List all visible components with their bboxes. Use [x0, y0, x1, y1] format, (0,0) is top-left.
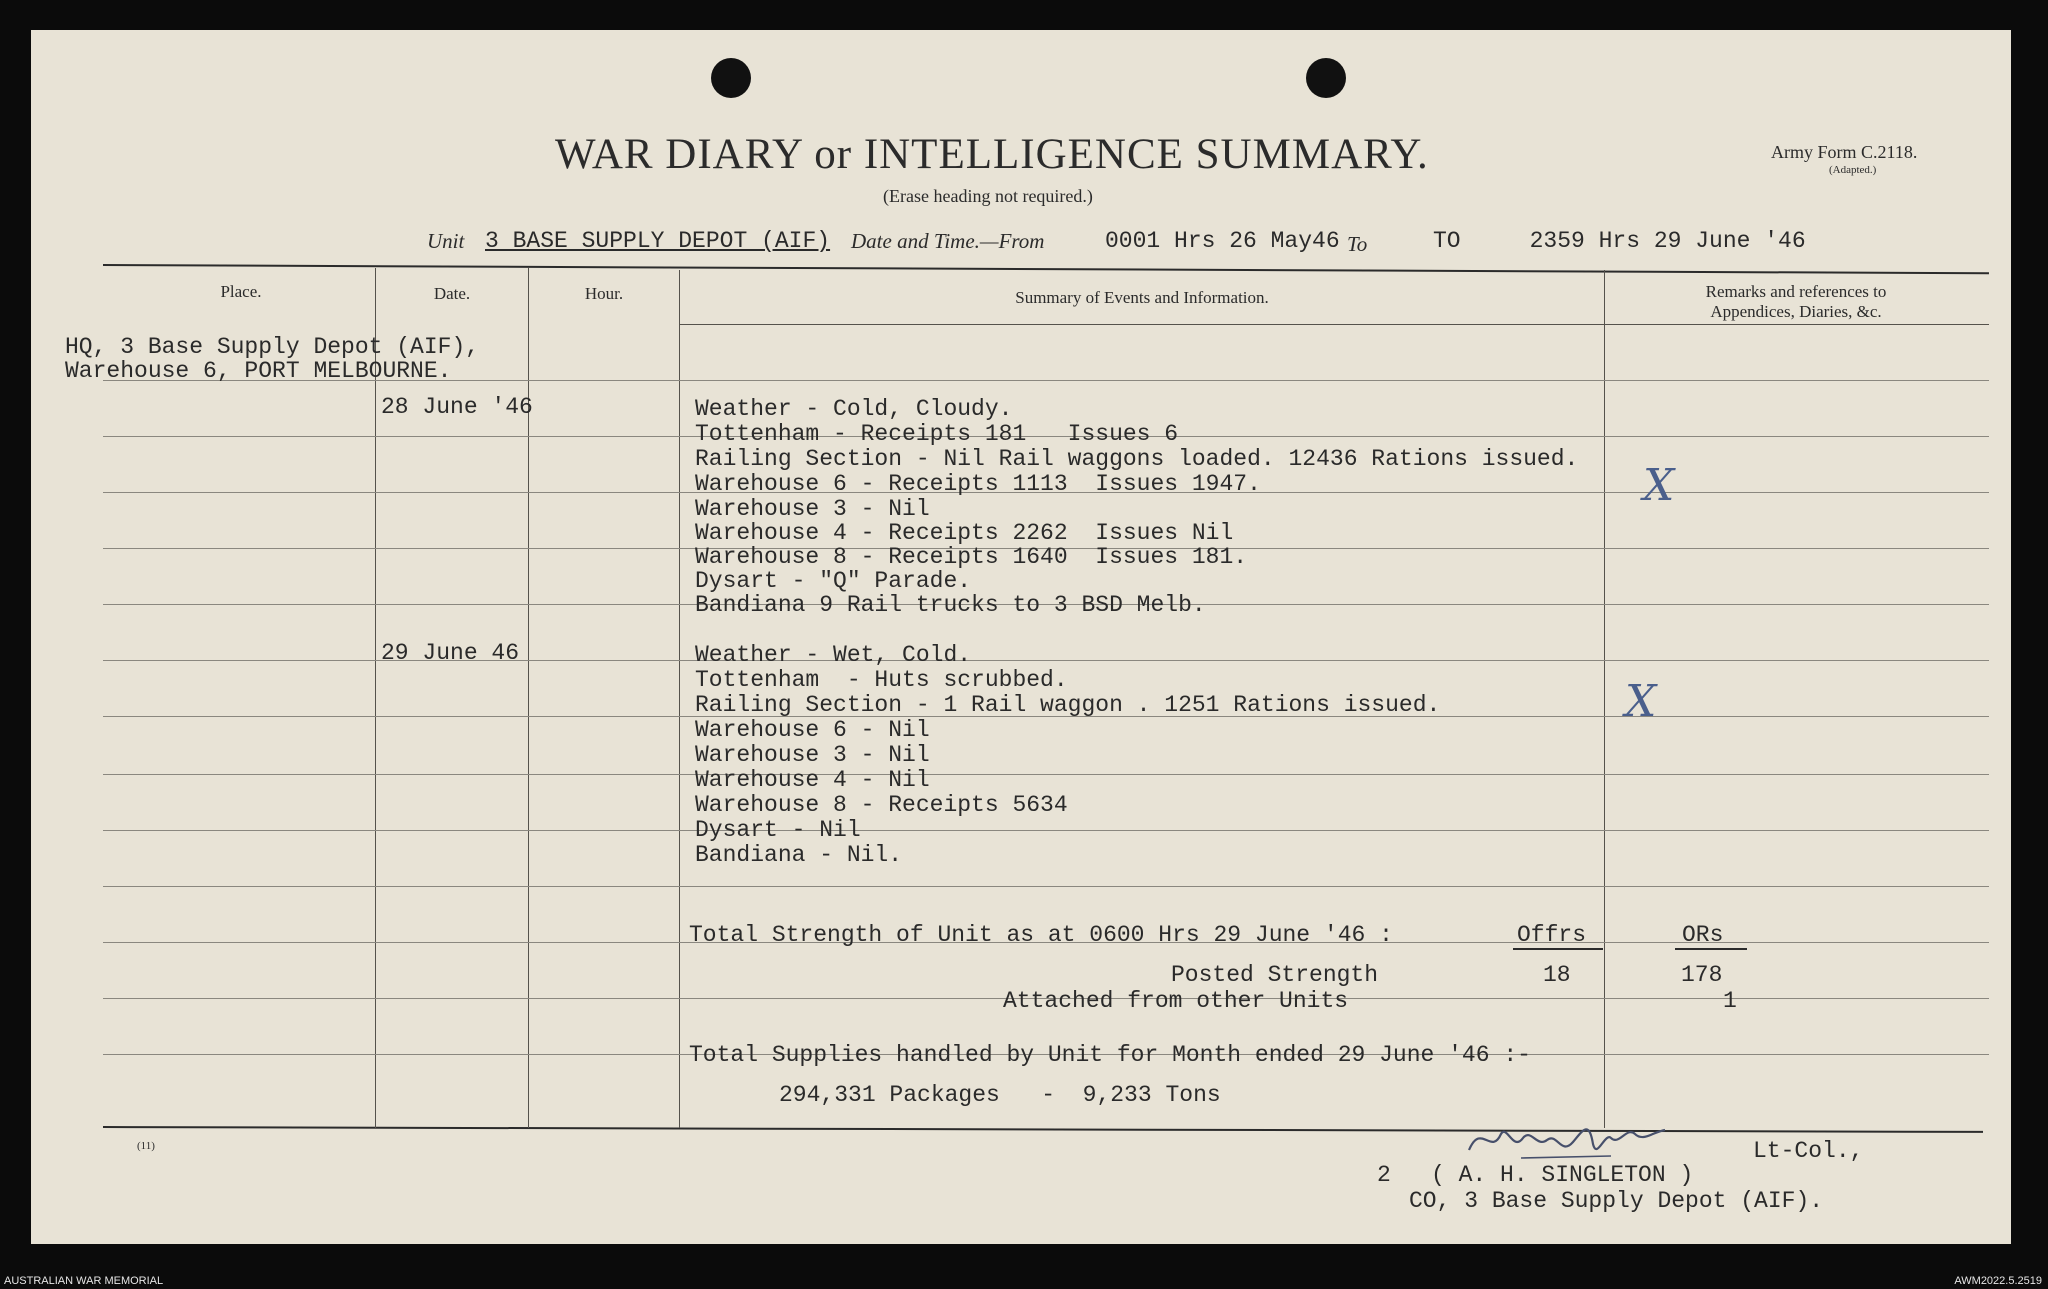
entry-line: Tottenham - Huts scrubbed.: [695, 667, 1068, 693]
table-bottom-rule: [103, 1126, 1983, 1133]
col-head-summary: Summary of Events and Information.: [1015, 288, 1269, 307]
army-form-label: Army Form C.2118.: [1771, 142, 1918, 162]
entry-date: 28 June '46: [381, 394, 533, 420]
unit-label: Unit: [427, 229, 465, 253]
punch-hole-right: [1306, 58, 1346, 98]
posted-ors: 178: [1681, 962, 1723, 988]
unit-value: 3 BASE SUPPLY DEPOT (AIF): [485, 228, 831, 254]
entry-line: Warehouse 6 - Receipts 1113 Issues 1947.: [695, 471, 1261, 497]
col-line-place-date: [375, 268, 376, 1128]
col-head-remarks-2: Appendices, Diaries, &c.: [1710, 302, 1882, 321]
diary-sheet: [31, 30, 2011, 1244]
col-head-remarks-1: Remarks and references to: [1705, 282, 1887, 301]
col-head-place: Place.: [220, 282, 262, 301]
col-head-hour: Hour.: [584, 284, 624, 303]
from-value: 0001 Hrs 26 May46: [1105, 228, 1340, 254]
erase-note: (Erase heading not required.): [883, 186, 1093, 206]
place-line-2: Warehouse 6, PORT MELBOURNE.: [65, 358, 452, 384]
posted-offrs: 18: [1543, 962, 1571, 988]
posted-strength-label: Posted Strength: [1171, 962, 1379, 988]
entry-line: Weather - Wet, Cold.: [695, 642, 972, 668]
ruled-line: [103, 886, 1989, 887]
date-time-label: Date and Time.—From: [851, 229, 1045, 253]
offrs-underline: [1513, 948, 1603, 950]
archive-footer-right: AWM2022.5.2519: [1954, 1275, 2042, 1287]
entry-line: Dysart - Nil: [695, 817, 861, 843]
entry-line: Bandiana - Nil.: [695, 842, 903, 868]
punch-hole-left: [711, 58, 751, 98]
entry-line: Warehouse 6 - Nil: [695, 717, 930, 743]
archive-footer-left: AUSTRALIAN WAR MEMORIAL: [4, 1275, 164, 1287]
entry-line: Weather - Cold, Cloudy.: [695, 396, 1013, 422]
supplies-heading: Total Supplies handled by Unit for Month ended 29 June '46 :-: [689, 1042, 1531, 1068]
entry-line: Dysart - "Q" Parade.: [695, 568, 972, 594]
place-line-1: HQ, 3 Base Supply Depot (AIF),: [65, 334, 480, 360]
offrs-label: Offrs: [1517, 922, 1587, 948]
to-value: TO 2359 Hrs 29 June '46: [1433, 228, 1806, 254]
page-title: WAR DIARY or INTELLIGENCE SUMMARY.: [555, 131, 1429, 178]
entry-line: Warehouse 3 - Nil: [695, 496, 930, 522]
header-under-rule: [679, 324, 1989, 325]
col-line-summary-remarks: [1604, 270, 1605, 1128]
ruled-line: [103, 774, 1989, 775]
entry-line: Warehouse 3 - Nil: [695, 742, 930, 768]
col-line-hour-summary: [679, 270, 680, 1128]
to-label: To: [1347, 232, 1368, 256]
remarks-mark: X: [1625, 676, 1657, 727]
ors-underline: [1675, 948, 1747, 950]
remarks-mark: X: [1643, 460, 1675, 511]
entry-line: Warehouse 4 - Nil: [695, 767, 930, 793]
ruled-line: [103, 830, 1989, 831]
form-number: (11): [137, 1140, 155, 1152]
attached-ors: 1: [1723, 988, 1737, 1014]
col-head-date: Date.: [433, 284, 471, 303]
entry-line: Warehouse 4 - Receipts 2262 Issues Nil: [695, 520, 1234, 546]
supplies-figures: 294,331 Packages - 9,233 Tons: [779, 1082, 1221, 1108]
signature-page-mark: 2: [1377, 1162, 1391, 1188]
entry-line: Tottenham - Receipts 181 Issues 6: [695, 421, 1179, 447]
adapted-label: (Adapted.): [1829, 164, 1877, 176]
strength-heading: Total Strength of Unit as at 0600 Hrs 29 June '46 :: [689, 922, 1393, 948]
attached-label: Attached from other Units: [1003, 988, 1349, 1014]
entry-line: Railing Section - 1 Rail waggon . 1251 Rations issued.: [695, 692, 1441, 718]
entry-line: Warehouse 8 - Receipts 5634: [695, 792, 1068, 818]
entry-line: Railing Section - Nil Rail waggons loaded. 12436 Rations issued.: [695, 446, 1579, 472]
signature-rank: Lt-Col.,: [1753, 1138, 1864, 1164]
signature-name: ( A. H. SINGLETON ): [1431, 1162, 1694, 1188]
signature-title: CO, 3 Base Supply Depot (AIF).: [1409, 1188, 1824, 1214]
entry-line: Warehouse 8 - Receipts 1640 Issues 181.: [695, 544, 1248, 570]
entry-line: Bandiana 9 Rail trucks to 3 BSD Melb.: [695, 592, 1206, 618]
ors-label: ORs: [1682, 922, 1724, 948]
entry-date: 29 June 46: [381, 640, 520, 666]
table-top-rule: [103, 264, 1989, 274]
